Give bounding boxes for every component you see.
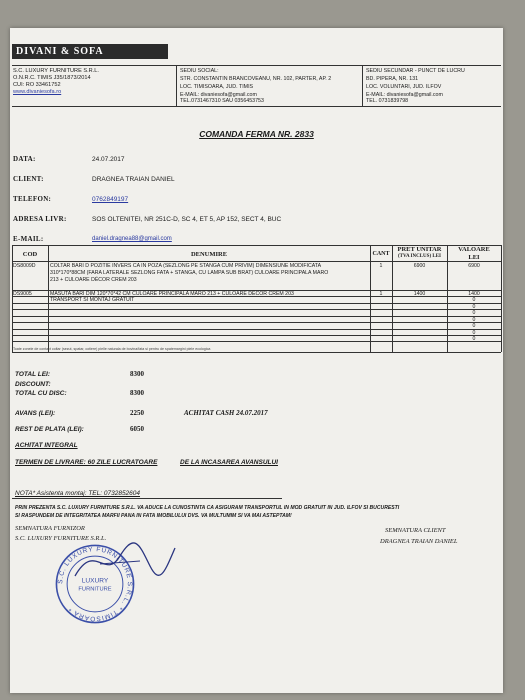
company-website-link[interactable]: www.divaniesofa.ro — [13, 89, 62, 95]
phone-label: TELEFON: — [13, 195, 52, 203]
supplier-signature — [70, 536, 180, 586]
col-header-valoare-sub: LEI — [468, 254, 480, 261]
sediu-social-email: E-MAIL: divaniesofa@gmail.com — [180, 92, 257, 98]
cell-pret: 1400 — [413, 291, 426, 297]
sediu-secundar-email: E-MAIL: divaniesofa@gmail.com — [366, 92, 443, 98]
sediu-secundar-line2: LOC. VOLUNTARI, JUD. ILFOV — [366, 84, 442, 90]
cell-valoare: 0 — [472, 310, 476, 316]
delivery-term: TERMEN DE LIVRARE: 60 ZILE LUCRATOARE — [15, 459, 158, 466]
assembly-note: NOTA* Asistenta montaj: TEL: 0732852604 — [15, 490, 141, 497]
address-value: SOS OLTENITEI, NR 251C-D, SC 4, ET 5, AP 152, SECT 4, BUC — [92, 216, 282, 223]
client-signature-name: DRAGNEA TRAIAN DANIEL — [380, 538, 458, 545]
phone-value[interactable]: 0762849197 — [92, 196, 129, 203]
col-header-valoare: VALOARE — [458, 246, 490, 253]
discount-label: DISCOUNT: — [15, 381, 51, 388]
row-rule — [12, 303, 501, 304]
table-bottom-rule — [12, 352, 501, 353]
col-header-cant: CANT — [372, 251, 390, 257]
svg-text:LUXURY: LUXURY — [81, 577, 109, 585]
svg-text:FURNITURE: FURNITURE — [78, 586, 112, 593]
cell-valoare: 0 — [472, 317, 476, 323]
col-header-pret-sub: (TVA INCLUS) LEI — [398, 254, 441, 259]
sediu-secundar-tel: TEL. 0731839798 — [366, 98, 409, 104]
achitat-integral: ACHITAT INTEGRAL — [15, 442, 78, 449]
header-bottom-rule — [12, 106, 501, 107]
sediu-social-tel: TEL.0731467310 SAU 0356453753 — [180, 98, 264, 104]
company-cui: CUI: RO 33461752 — [13, 82, 61, 88]
table-header-rule — [12, 261, 501, 262]
cell-valoare: 1400 — [468, 291, 480, 297]
cell-denumire: MASUTA BARI DIM 120*70*42 CM CULOARE PRINCIPALA MARO 213 + CULOARE DÉCOR CREM 203 — [50, 291, 294, 297]
row-rule — [12, 309, 501, 310]
rest-label: REST DE PLATA (LEI): — [15, 426, 84, 433]
order-document — [10, 28, 503, 693]
cell-denumire: 213 + CULOARE DÉCOR CREM 203 — [50, 277, 137, 283]
client-label: CLIENT: — [13, 175, 44, 183]
total-disc-label: TOTAL CU DISC: — [15, 390, 67, 397]
header-divider-2 — [362, 65, 363, 106]
cell-valoare: 0 — [472, 297, 476, 303]
sediu-secundar-line1: BD. PIPERA, NR. 131 — [366, 76, 419, 82]
total-lei-value: 8300 — [130, 370, 144, 378]
date-label: DATA: — [13, 155, 36, 163]
delivery-term-note: DE LA INCASAREA AVANSULUI — [180, 459, 278, 466]
email-label: E-MAIL: — [13, 235, 44, 243]
client-signature-label: SEMNATURA CLIENT — [385, 527, 446, 534]
row-rule — [12, 322, 501, 323]
cell-pret: 6900 — [413, 263, 426, 269]
company-logo: DIVANI & SOFA — [12, 44, 168, 59]
address-label: ADRESA LIVR: — [13, 215, 67, 223]
email-value[interactable]: daniel.dragnea88@gmail.com — [92, 236, 172, 242]
disclaimer-line1: PRIN PREZENTA S.C. LUXURY FURNITURE S.R.L. VA ADUCE LA CUNOSTINTA CA ASIGURAM TRANSPORTUL IN MOD GRATUIT IN JUD. ILFOV SI BUCURESTI — [15, 505, 400, 511]
supplier-name: S.C. LUXURY FURNITURE S.R.L. — [15, 535, 107, 542]
supplier-signature-label: SEMNATURA FURNIZOR — [15, 525, 85, 532]
col-header-denumire: DENUMIRE — [190, 251, 228, 258]
company-onrc: O.N.R.C. TIMIS J35/1873/2014 — [13, 75, 91, 81]
cell-cod: DS8009D — [13, 263, 36, 269]
disclaimer-line2: SI RASPUNDEM DE INTEGRITATEA MARFII PANA IN FATA IMOBILULUI DVS. VA MULTUMIM SI VA MAI ASTEPTAM! — [15, 513, 292, 519]
footer-rule — [12, 498, 282, 499]
cell-denumire: COLTAR BARI D POZITIE INVERS CA IN POZA (SEZLONG PE STANGA CUM PRIVIM) DIMENSIUNE MODIFICATA — [50, 263, 322, 269]
row-rule — [12, 341, 501, 342]
svg-text:S.C. LUXURY FURNITURE S.R.L. *: S.C. LUXURY FURNITURE S.R.L. * TIMISOARA * — [57, 546, 133, 622]
cell-valoare: 0 — [472, 336, 476, 342]
cell-valoare: 0 — [472, 330, 476, 336]
row-rule — [12, 329, 501, 330]
achitat-cash-note: ACHITAT CASH 24.07.2017 — [184, 409, 268, 417]
header-divider-1 — [176, 65, 177, 106]
sediu-social-heading: SEDIU SOCIAL: — [180, 68, 219, 74]
company-name: S.C. LUXURY FURNITURE S.R.L. — [13, 68, 99, 74]
avans-label: AVANS (LEI): — [15, 410, 56, 417]
col-header-cod: COD — [22, 251, 38, 258]
avans-value: 2250 — [130, 409, 144, 417]
sediu-secundar-heading: SEDIU SECUNDAR - PUNCT DE LUCRU — [366, 68, 465, 74]
total-disc-value: 8300 — [130, 389, 144, 397]
table-footnote: Toate zonele de contact coltar (sezut, spatar, cotiere) pielle naturala de bovina/fata si pentru de spatemargini piele ecologica — [13, 347, 211, 351]
sediu-social-line2: LOC. TIMISOARA, JUD. TIMIS — [180, 84, 254, 90]
cell-denumire: 310*170*88CM (FARA LATERALE SEZLONG FATA + STANGA, CU LAMPA SUB BRAT) CULOARE PRINCIPALA MARO — [50, 270, 329, 276]
cell-cant: 1 — [379, 263, 383, 269]
col-header-pret: PRET UNITAR — [397, 246, 442, 253]
cell-cant: 1 — [379, 291, 383, 297]
row-rule — [12, 316, 501, 317]
cell-cod: DS9005 — [13, 291, 32, 297]
total-lei-label: TOTAL LEI: — [15, 371, 51, 378]
table-right-border — [501, 245, 502, 352]
sediu-social-line1: STR. CONSTANTIN BRANCOVEANU, NR. 102, PARTER, AP. 2 — [180, 76, 332, 82]
client-value: DRAGNEA TRAIAN DANIEL — [92, 176, 175, 183]
cell-denumire: TRANSPORT SI MONTAJ GRATUIT — [50, 297, 135, 303]
row-rule — [12, 335, 501, 336]
header-top-rule — [12, 65, 501, 66]
document-title: COMANDA FERMA NR. 2833 — [199, 129, 314, 139]
date-value: 24.07.2017 — [92, 156, 125, 163]
rest-value: 6050 — [130, 425, 144, 433]
cell-valoare: 6900 — [468, 263, 480, 269]
cell-valoare: 0 — [472, 323, 476, 329]
cell-valoare: 0 — [472, 304, 476, 310]
